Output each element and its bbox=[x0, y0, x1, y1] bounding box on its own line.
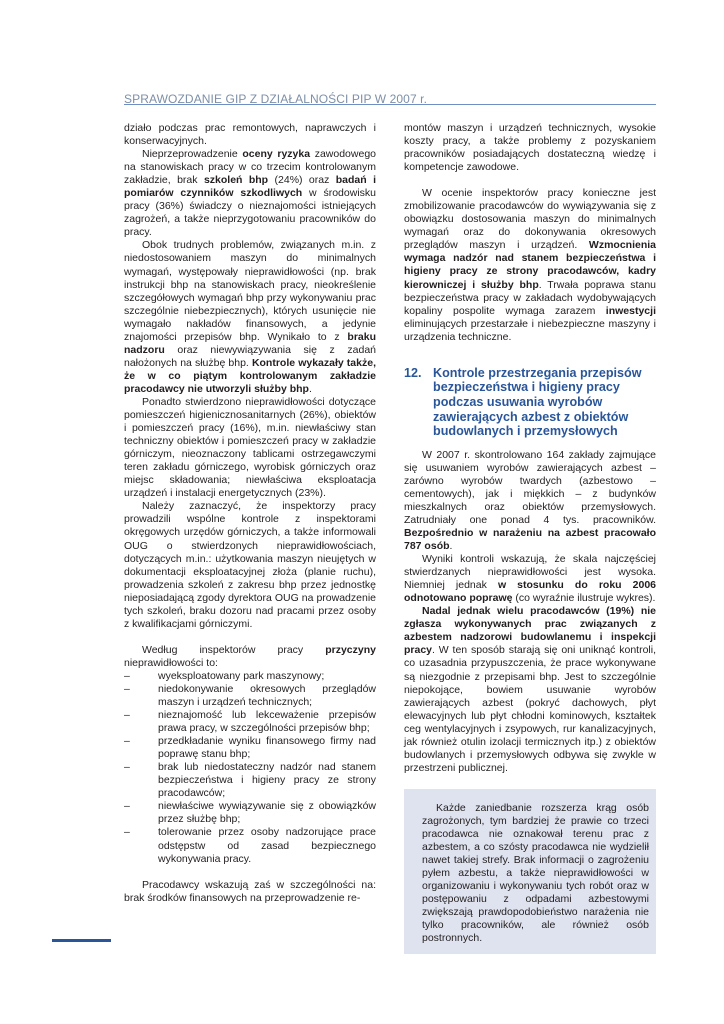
paragraph: Należy zaznaczyć, że inspektorzy pracy prowadzili wspólne kontrole z inspektorami okręgowych urzędów górniczych, a także informowali OUG o stwierdzonych nieprawidłowościach, dotyczących m.in.: użytkowania maszyn nieujętych w dokumentacji eksploatacyjnej złoża (planie ruchu), prowadzenia szkoleń z zakresu bhp przez jednostkę nieposiadającą zgody dyrektora OUG na prowadzenie tych szkoleń, braku dozoru nad pracami przez osoby z kwalifikacjami górniczymi. bbox=[124, 500, 376, 630]
paragraph: montów maszyn i urządzeń technicznych, wysokie koszty pracy, a także problemy z pozyskaniem pracowników posiadających dostateczną wiedzę i kompetencje zawodowe. bbox=[404, 122, 656, 174]
running-header: SPRAWOZDANIE GIP Z DZIAŁALNOŚCI PIP W 2007 r. bbox=[124, 92, 428, 106]
list-item: – tolerowanie przez osoby nadzorujące prace odstępstw od zasad bezpiecznego wykonywania pracy. bbox=[124, 826, 376, 865]
list-item: – niewłaściwe wywiązywanie się z obowiązków przez służbę bhp; bbox=[124, 800, 376, 826]
paragraph: Obok trudnych problemów, związanych m.in. z niedostosowaniem maszyn do minimalnych wymagań, występowały nieprawidłowości (np. brak instrukcji bhp na stanowiskach pracy, nieokreślenie szczegółowych wymagań bhp przy wykonywaniu prac szczególnie niebezpiecznych), których usunięcie nie wymagało nakładów finansowych, a jedynie znajomości przepisów bhp. Wynikało to z braku nadzoru oraz niewywiązywania się z zadań nałożonych na służbę bhp. Kontrole wykazały także, że w co piątym kontrolowanym zakładzie pracodawcy nie utworzyli służby bhp. bbox=[124, 239, 376, 395]
left-column bbox=[124, 122, 376, 905]
paragraph: Ponadto stwierdzono nieprawidłowości dotyczące pomieszczeń higienicznosanitarnych (26%), obiektów i pomieszczeń pracy (16%), m.in. niewłaściwy stan techniczny obiektów i pomieszczeń pracy w zakładzie górniczym, nieoznaczony tablicami ostrzegawczymi teren zakładu górniczego, wyrobisk górniczych oraz miejsc składowania; niewłaściwa eksploatacja urządzeń i instalacji energetycznych (23%). bbox=[124, 395, 376, 500]
list-item: – nieznajomość lub lekceważenie przepisów prawa pracy, w szczególności przepisów bhp; bbox=[124, 709, 376, 735]
paragraph: Nadal jednak wielu pracodawców (19%) nie zgłasza wykonywanych prac związanych z azbestem nadzorowi budowlanemu i inspekcji pracy. W ten sposób starają się oni uniknąć kontroli, co uzasadnia przypuszczenia, że prace wykonywane są niezgodnie z przepisami bhp. Jest to szczególnie niepokojące, bowiem usuwanie wyrobów zawierających azbest (pokryć dachowych, płyt elewacyjnych lub płyt chłodni kominowych, kształtek ceg wentylacyjnych i zsypowych, rur kanalizacyjnych, jak również otulin izolacji termicznych itp.) z obiektów budowlanych i przemysłowych odbywa się zwykle w przestrzeni publicznej. bbox=[404, 605, 656, 774]
list-item: – przedkładanie wyniku finansowego firmy nad poprawę stanu bhp; bbox=[124, 735, 376, 761]
list-item: – niedokonywanie okresowych przeglądów maszyn i urządzeń technicznych; bbox=[124, 683, 376, 709]
paragraph: Pracodawcy wskazują zaś w szczególności na: brak środków finansowych na przeprowadzenie re- bbox=[124, 878, 376, 904]
paragraph: W ocenie inspektorów pracy konieczne jest zmobilizowanie pracodawców do wywiązywania się z obowiązku dostosowania maszyn do minimalnych wymagań oraz do dokonywania okresowych przeglądów maszyn i urządzeń. Wzmocnienia wymaga nadzór nad stanem bezpieczeństwa i higieny pracy ze strony pracodawców, kadry kierowniczej i służby bhp. Trwała poprawa stanu bezpieczeństwa pracy w zakładach wydobywających kopaliny pospolite wymaga zarazem inwestycji eliminujących przestarzałe i niebezpieczne maszyny i urządzenia techniczne. bbox=[404, 187, 656, 343]
list-item: – brak lub niedostateczny nadzór nad stanem bezpieczeństwa i higieny pracy ze strony pracodawców; bbox=[124, 761, 376, 800]
section-heading bbox=[404, 366, 656, 439]
paragraph: Wyniki kontroli wskazują, że skala najczęściej stwierdzanych nieprawidłowości jest wysoka. Niemniej jednak w stosunku do roku 2006 odnotowano poprawę (co wyraźnie ilustruje wykres). bbox=[404, 553, 656, 605]
paragraph: W 2007 r. skontrolowano 164 zakłady zajmujące się usuwaniem wyrobów zawierających azbest – zarówno wyrobów twardych (azbestowo – cementowych), jak i miękkich – z budynków mieszkalnych oraz obiektów przemysłowych. Zatrudniały one ponad 4 tys. pracowników. Bezpośrednio w narażeniu na azbest pracowało 787 osób. bbox=[404, 448, 656, 553]
list-item: – wyeksploatowany park maszynowy; bbox=[124, 670, 376, 683]
callout-text: Każde zaniedbanie rozszerza krąg osób zagrożonych, tym bardziej że prawie co trzeci pracodawca nie oznakował terenu prac z azbestem, a co szósty pracodawca nie wydzielił nawet takiej strefy. Brak informacji o zagrożeniu pyłem azbestu, a także nieprawidłowości w organizowaniu i wykonywaniu tych robót oraz w postępowaniu z odpadami azbestowymi zwiększają prawdopodobieństwo narażenia nie tylko pracowników, ale również osób postronnych. bbox=[422, 801, 649, 945]
section-title: Kontrole przestrzegania przepisów bezpieczeństwa i higieny pracy podczas usuwania wyrobów zawierających azbest z obiektów budowlanych i przemysłowych bbox=[433, 365, 642, 439]
section-number: 12. bbox=[404, 365, 422, 380]
paragraph: Nieprzeprowadzenie oceny ryzyka zawodowego na stanowiskach pracy w co trzecim kontrolowanym zakładzie, brak szkoleń bhp (24%) oraz badań i pomiarów czynników szkodliwych w środowisku pracy (36%) świadczy o nieznajomości istniejących zagrożeń, a także nieprzygotowaniu pracowników do pracy. bbox=[124, 148, 377, 239]
footer-accent-bar bbox=[52, 939, 111, 942]
right-column bbox=[404, 122, 656, 954]
paragraph: działo podczas prac remontowych, naprawczych i konserwacyjnych. bbox=[124, 122, 376, 148]
causes-list bbox=[124, 670, 376, 866]
highlight-box bbox=[404, 789, 656, 955]
header-rule bbox=[124, 104, 656, 105]
paragraph: Według inspektorów pracy przyczyny nieprawidłowości to: bbox=[124, 643, 376, 669]
